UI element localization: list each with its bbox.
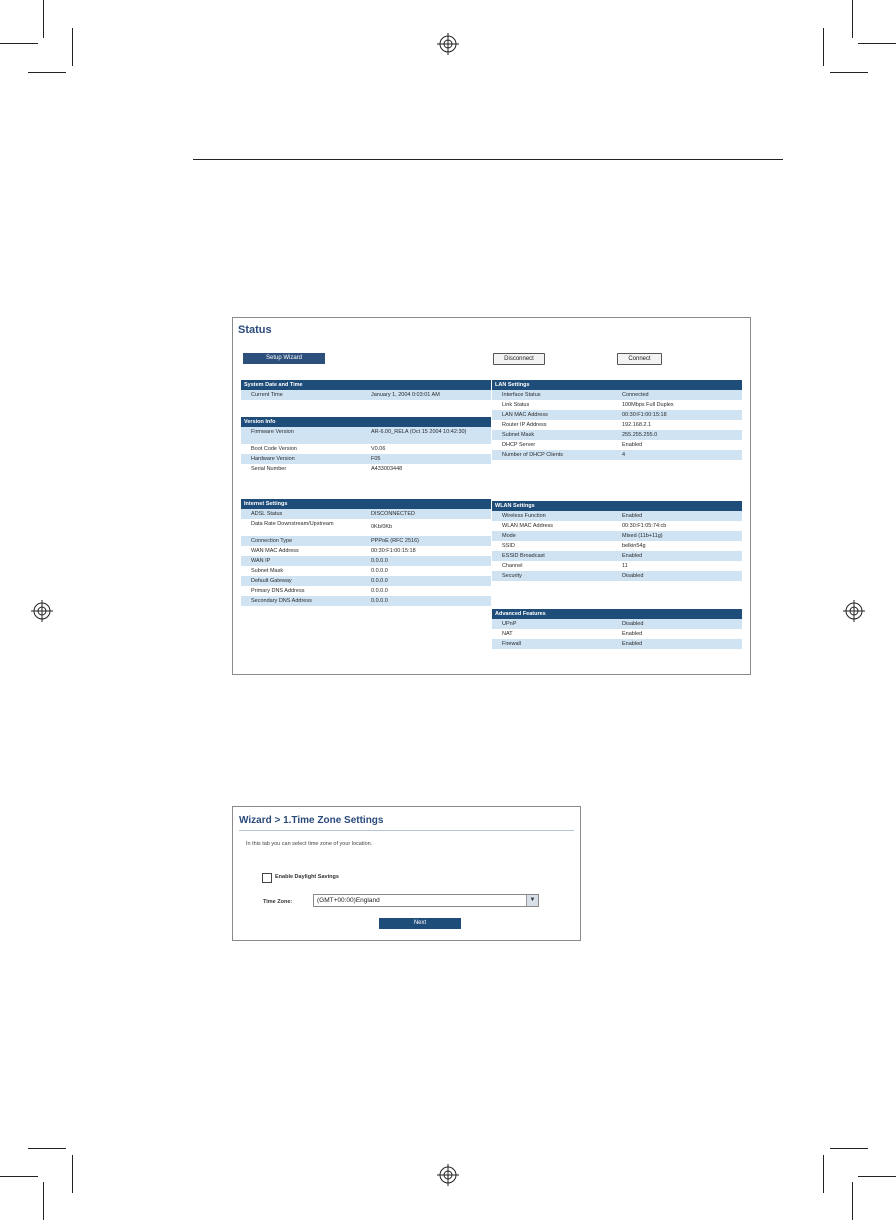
table-row: Serial Number A433003448 — [241, 464, 491, 474]
crop-mark — [830, 1148, 868, 1149]
internet-panel — [241, 499, 491, 606]
crop-mark — [72, 1155, 73, 1193]
table-row: UPnP Disabled — [492, 619, 742, 629]
table-row: ESSID Broadcast Enabled — [492, 551, 742, 561]
crop-mark — [852, 1182, 853, 1220]
table-row: SSID belkin54g — [492, 541, 742, 551]
registration-mark-icon — [843, 600, 865, 622]
setup-wizard-button[interactable]: Setup Wizard — [243, 353, 325, 364]
divider — [239, 830, 574, 831]
wizard-title: Wizard > 1.Time Zone Settings — [239, 815, 384, 826]
table-row: NAT Enabled — [492, 629, 742, 639]
table-row: Link Status 100Mbps Full Duplex — [492, 400, 742, 410]
status-screenshot — [232, 317, 751, 675]
crop-mark — [852, 0, 853, 38]
table-row: Current Time January 1, 2004 0:03:01 AM — [241, 390, 491, 400]
panel-header: Version Info — [241, 417, 491, 427]
panel-header: WLAN Settings — [492, 501, 742, 511]
table-row: Firmware Version AR-6.00_RELA (Oct 15 2004 10:42:30) — [241, 427, 491, 444]
table-row: Boot Code Version V0.06 — [241, 444, 491, 454]
crop-mark — [72, 28, 73, 66]
header-rule — [193, 159, 783, 160]
table-row: Subnet Mask 0.0.0.0 — [241, 566, 491, 576]
system-panel — [241, 380, 491, 400]
crop-mark — [0, 1176, 38, 1177]
table-row: Mode Mixed (11b+11g) — [492, 531, 742, 541]
status-title: Status — [238, 324, 272, 336]
panel-rows — [241, 390, 491, 400]
table-row: Router IP Address 192.168.2.1 — [492, 420, 742, 430]
time-zone-select[interactable] — [313, 894, 539, 907]
registration-mark-icon — [437, 1164, 459, 1186]
panel-rows — [492, 619, 742, 649]
table-row: Data Rate Downstream/Upstream 0Kb/0Kb — [241, 519, 491, 536]
table-row: Number of DHCP Clients 4 — [492, 450, 742, 460]
registration-mark-icon — [31, 600, 53, 622]
panel-rows — [241, 427, 491, 474]
crop-mark — [830, 72, 868, 73]
lan-panel — [492, 380, 742, 460]
next-button[interactable]: Next — [379, 918, 461, 929]
registration-mark-icon — [437, 33, 459, 55]
panel-header: System Date and Time — [241, 380, 491, 390]
table-row: ADSL Status DISCONNECTED — [241, 509, 491, 519]
table-row: Firewall Enabled — [492, 639, 742, 649]
table-row: Connection Type PPPoE (RFC 2516) — [241, 536, 491, 546]
table-row: Default Gateway 0.0.0.0 — [241, 576, 491, 586]
table-row: Secondary DNS Address 0.0.0.0 — [241, 596, 491, 606]
crop-mark — [858, 1176, 896, 1177]
table-row: Subnet Mask 255.255.255.0 — [492, 430, 742, 440]
table-row: WAN IP 0.0.0.0 — [241, 556, 491, 566]
table-row: Channel 11 — [492, 561, 742, 571]
crop-mark — [823, 1155, 824, 1193]
panel-header: Internet Settings — [241, 499, 491, 509]
panel-rows — [241, 509, 491, 606]
time-zone-value: (GMT+00:00)England — [317, 897, 380, 904]
daylight-savings-label: Enable Daylight Savings — [275, 874, 339, 880]
disconnect-button[interactable]: Disconnect — [493, 353, 545, 365]
advanced-panel — [492, 609, 742, 649]
crop-mark — [28, 1148, 66, 1149]
panel-rows — [492, 511, 742, 581]
panel-rows — [492, 390, 742, 460]
crop-mark — [43, 1182, 44, 1220]
panel-header: Advanced Features — [492, 609, 742, 619]
wizard-description: In this tab you can select time zone of your location. — [246, 841, 373, 847]
daylight-savings-checkbox[interactable] — [262, 873, 272, 883]
table-row: Primary DNS Address 0.0.0.0 — [241, 586, 491, 596]
table-row: Interface Status Connected — [492, 390, 742, 400]
crop-mark — [858, 43, 896, 44]
version-panel — [241, 417, 491, 474]
table-row: DHCP Server Enabled — [492, 440, 742, 450]
table-row: WAN MAC Address 00:30:F1:00:15:18 — [241, 546, 491, 556]
crop-mark — [0, 43, 38, 44]
table-row: LAN MAC Address 00:30:F1:00:15:18 — [492, 410, 742, 420]
table-row: Wireless Function Enabled — [492, 511, 742, 521]
connect-button[interactable]: Connect — [617, 353, 662, 365]
crop-mark — [823, 28, 824, 66]
table-row: WLAN MAC Address 00:30:F1:05:74:cb — [492, 521, 742, 531]
table-row: Hardware Version F05 — [241, 454, 491, 464]
wlan-panel — [492, 501, 742, 581]
crop-mark — [28, 72, 66, 73]
wizard-screenshot — [232, 806, 581, 941]
chevron-down-icon[interactable]: ▼ — [526, 895, 538, 906]
panel-header: LAN Settings — [492, 380, 742, 390]
crop-mark — [43, 0, 44, 38]
table-row: Security Disabled — [492, 571, 742, 581]
time-zone-label: Time Zone: — [263, 899, 293, 905]
